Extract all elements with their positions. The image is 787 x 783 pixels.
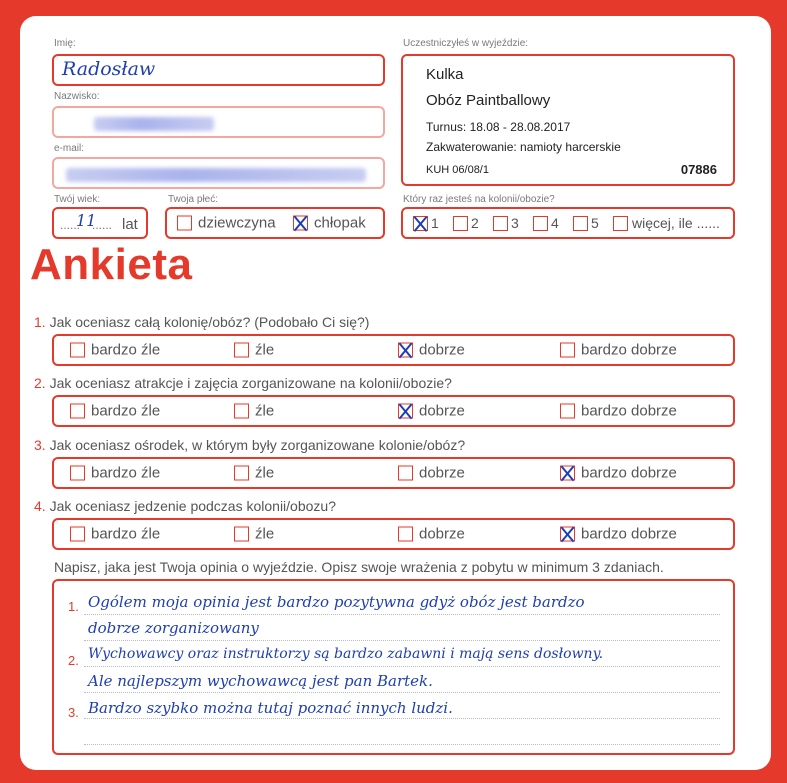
times-option-2[interactable]	[453, 215, 479, 231]
camp-accommodation: Zakwaterowanie: namioty harcerskie	[426, 140, 621, 154]
rating-row-4	[52, 518, 735, 550]
rating-checkbox[interactable]	[398, 466, 413, 481]
rating-option-label: dobrze	[419, 525, 465, 543]
rating-option-1-3[interactable]	[398, 342, 465, 359]
gender-option-girl[interactable]	[177, 215, 276, 232]
times-option-5[interactable]	[573, 215, 599, 231]
opinion-text-line-4: Ale najlepszym wychowawcą jest pan Bartek.	[88, 672, 433, 690]
opinion-prompt: Napisz, jaka jest Twoja opinia o wyjeździe. Opisz swoje wrażenia z pobytu w minimum 3 zdaniach.	[54, 559, 664, 575]
rating-checkbox[interactable]	[560, 404, 575, 419]
checkbox-girl[interactable]	[177, 216, 192, 231]
rating-checkbox[interactable]	[560, 527, 575, 542]
rating-option-label: bardzo źle	[91, 525, 161, 543]
opinion-number-3: 3.	[68, 705, 79, 720]
opinion-ruling	[84, 665, 720, 667]
rating-option-label: dobrze	[419, 402, 465, 420]
rating-row-1	[52, 334, 735, 366]
opinion-ruling	[84, 743, 720, 745]
age-unit: lat	[122, 216, 138, 233]
times-option-more-label: więcej, ile ......	[632, 215, 720, 231]
camp-type: Obóz Paintballowy	[426, 92, 551, 109]
camp-box	[401, 54, 735, 186]
checkbox-times-more[interactable]	[613, 216, 628, 231]
rating-option-2-2[interactable]	[234, 403, 274, 420]
rating-option-2-1[interactable]	[70, 403, 160, 420]
opinion-number-2: 2.	[68, 653, 79, 668]
question-1-text: Jak oceniasz całą kolonię/obóz? (Podobało Ci się?)	[49, 314, 370, 330]
name-label: Imię:	[54, 38, 76, 49]
rating-option-3-4[interactable]	[560, 465, 677, 482]
rating-option-4-1[interactable]	[70, 526, 160, 543]
rating-checkbox[interactable]	[398, 527, 413, 542]
rating-checkbox[interactable]	[560, 343, 575, 358]
checkbox-times-3[interactable]	[493, 216, 508, 231]
rating-option-label: dobrze	[419, 341, 465, 359]
rating-checkbox[interactable]	[398, 343, 413, 358]
email-redacted	[66, 168, 366, 182]
camp-code: KUH 06/08/1	[426, 164, 489, 176]
age-label: Twój wiek:	[54, 194, 101, 205]
question-4	[34, 498, 336, 514]
opinion-box[interactable]	[52, 579, 735, 755]
question-3-text: Jak oceniasz ośrodek, w którym były zorganizowane kolonie/obóz?	[49, 437, 466, 453]
question-4-text: Jak oceniasz jedzenie podczas kolonii/obozu?	[49, 498, 336, 514]
surname-field[interactable]	[52, 106, 385, 138]
checkbox-times-5[interactable]	[573, 216, 588, 231]
name-field[interactable]	[52, 54, 385, 86]
gender-boy-label: chłopak	[314, 214, 366, 232]
times-option-4-label: 4	[551, 215, 559, 231]
age-value: 11	[76, 211, 97, 230]
rating-option-2-4[interactable]	[560, 403, 677, 420]
rating-option-label: bardzo źle	[91, 464, 161, 482]
survey-title: Ankieta	[30, 240, 193, 289]
age-dots-after: ......	[92, 218, 113, 232]
age-field[interactable]	[52, 207, 148, 239]
opinion-text-line-2: dobrze zorganizowany	[88, 619, 259, 637]
rating-option-label: bardzo dobrze	[581, 525, 677, 543]
rating-option-4-3[interactable]	[398, 526, 465, 543]
opinion-text-line-3: Wychowawcy oraz instruktorzy są bardzo zabawni i mają sens dosłowny.	[88, 646, 604, 662]
opinion-ruling	[84, 613, 720, 615]
opinion-number-1: 1.	[68, 599, 79, 614]
rating-option-label: źle	[255, 341, 275, 359]
rating-option-3-2[interactable]	[234, 465, 274, 482]
rating-checkbox[interactable]	[234, 343, 249, 358]
rating-checkbox[interactable]	[70, 527, 85, 542]
checkbox-times-1[interactable]	[413, 216, 428, 231]
rating-option-label: bardzo dobrze	[581, 402, 677, 420]
camp-number: 07886	[680, 162, 717, 177]
rating-option-label: dobrze	[419, 464, 465, 482]
rating-option-3-3[interactable]	[398, 465, 465, 482]
times-option-5-label: 5	[591, 215, 599, 231]
question-2-text: Jak oceniasz atrakcje i zajęcia zorganizowane na kolonii/obozie?	[49, 375, 452, 391]
times-option-4[interactable]	[533, 215, 559, 231]
rating-option-2-3[interactable]	[398, 403, 465, 420]
rating-option-3-1[interactable]	[70, 465, 160, 482]
times-field	[401, 207, 735, 239]
gender-girl-label: dziewczyna	[198, 214, 276, 232]
question-4-number: 4.	[34, 498, 46, 514]
rating-checkbox[interactable]	[70, 466, 85, 481]
checkbox-boy[interactable]	[293, 216, 308, 231]
rating-option-1-4[interactable]	[560, 342, 677, 359]
rating-checkbox[interactable]	[234, 404, 249, 419]
rating-row-2	[52, 395, 735, 427]
name-value: Radosław	[62, 58, 156, 80]
surname-label: Nazwisko:	[54, 91, 100, 102]
rating-checkbox[interactable]	[560, 466, 575, 481]
email-label: e-mail:	[54, 143, 85, 154]
rating-option-label: źle	[255, 464, 275, 482]
camp-turnus: Turnus: 18.08 - 28.08.2017	[426, 120, 571, 134]
question-1-number: 1.	[34, 314, 46, 330]
camp-name: Kulka	[426, 66, 464, 83]
times-option-2-label: 2	[471, 215, 479, 231]
rating-checkbox[interactable]	[398, 404, 413, 419]
question-1	[34, 314, 369, 330]
rating-option-4-2[interactable]	[234, 526, 274, 543]
rating-checkbox[interactable]	[234, 466, 249, 481]
age-dots: ......	[60, 218, 81, 232]
times-option-3[interactable]	[493, 215, 519, 231]
rating-checkbox[interactable]	[70, 404, 85, 419]
surname-redacted	[94, 117, 214, 131]
opinion-text-line-5: Bardzo szybko można tutaj poznać innych ludzi.	[88, 699, 453, 717]
opinion-ruling	[84, 639, 720, 641]
checkbox-times-4[interactable]	[533, 216, 548, 231]
question-2	[34, 375, 452, 391]
times-option-1[interactable]	[413, 215, 439, 231]
times-option-3-label: 3	[511, 215, 519, 231]
opinion-ruling	[84, 717, 720, 719]
times-label: Który raz jesteś na kolonii/obozie?	[403, 194, 555, 205]
rating-option-label: bardzo dobrze	[581, 341, 677, 359]
rating-option-label: bardzo źle	[91, 402, 161, 420]
rating-option-1-2[interactable]	[234, 342, 274, 359]
rating-option-1-1[interactable]	[70, 342, 160, 359]
rating-option-4-4[interactable]	[560, 526, 677, 543]
camp-label: Uczestniczyłeś w wyjeździe:	[403, 38, 529, 49]
rating-option-label: bardzo dobrze	[581, 464, 677, 482]
rating-option-label: bardzo źle	[91, 341, 161, 359]
gender-label: Twoja płeć:	[168, 194, 219, 205]
opinion-ruling	[84, 691, 720, 693]
rating-checkbox[interactable]	[70, 343, 85, 358]
gender-field	[165, 207, 385, 239]
question-2-number: 2.	[34, 375, 46, 391]
question-3	[34, 437, 465, 453]
rating-checkbox[interactable]	[234, 527, 249, 542]
email-field[interactable]	[52, 157, 385, 189]
rating-option-label: źle	[255, 402, 275, 420]
rating-option-label: źle	[255, 525, 275, 543]
times-option-1-label: 1	[431, 215, 439, 231]
gender-option-boy[interactable]	[293, 215, 366, 232]
rating-row-3	[52, 457, 735, 489]
opinion-text-line-1: Ogólem moja opinia jest bardzo pozytywna gdyż obóz jest bardzo	[88, 593, 585, 611]
question-3-number: 3.	[34, 437, 46, 453]
checkbox-times-2[interactable]	[453, 216, 468, 231]
times-option-more[interactable]	[613, 215, 720, 231]
